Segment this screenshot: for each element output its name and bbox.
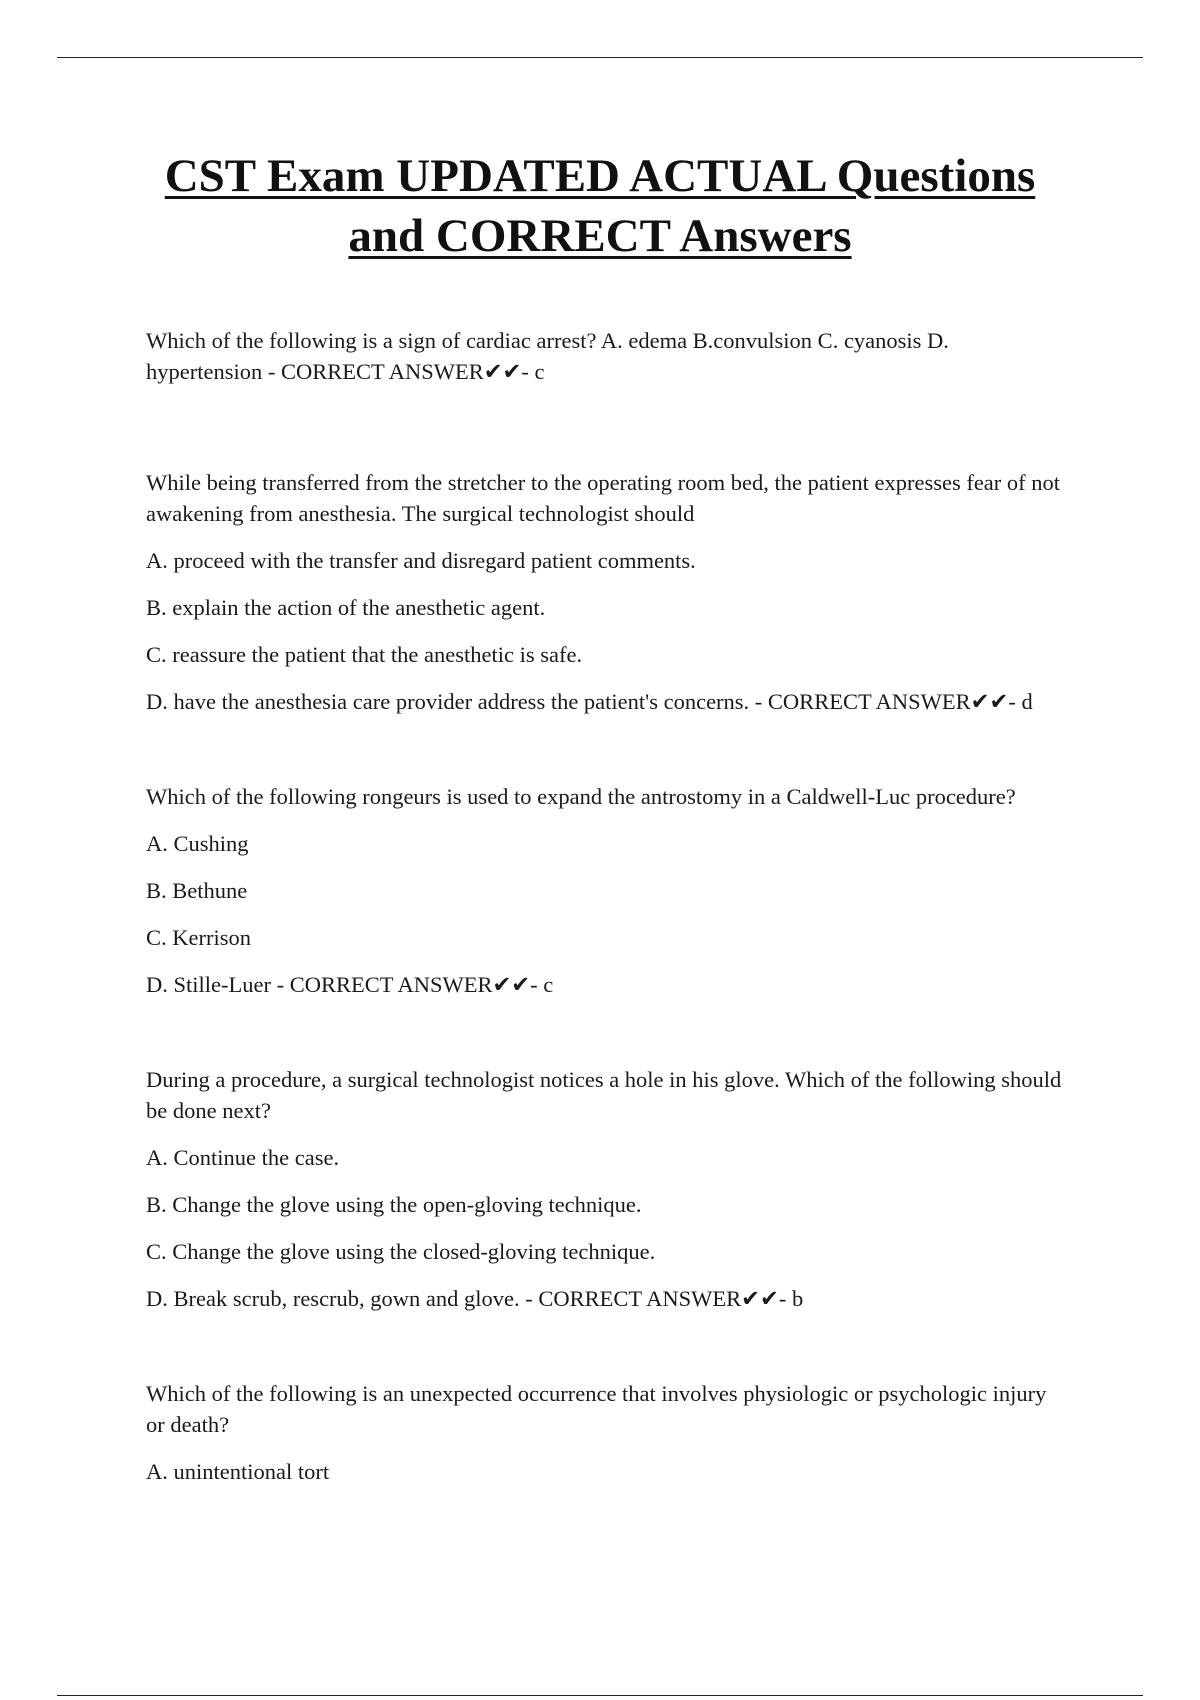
title-line-1: CST Exam UPDATED ACTUAL Questions	[164, 150, 1036, 202]
option-a: A. proceed with the transfer and disregard patient comments.	[146, 548, 696, 573]
title-line-2: and CORRECT Answers	[348, 210, 852, 262]
header-rule	[57, 57, 1143, 58]
option-d: D. Break scrub, rescrub, gown and glove. - CORRECT ANSWER✔✔- b	[146, 1286, 804, 1311]
option-b: B. Change the glove using the open-gloving technique.	[146, 1192, 642, 1217]
option-a: A. Cushing	[146, 831, 249, 856]
question-text: Which of the following is a sign of cardiac arrest? A. edema B.convulsion C. cyanosis D. hypertension - CORRECT ANSWER✔✔- c	[146, 328, 949, 384]
option-b: B. explain the action of the anesthetic agent.	[146, 595, 546, 620]
question-4	[146, 1064, 1066, 1314]
option-c: C. Change the glove using the closed-gloving technique.	[146, 1239, 656, 1264]
question-text: While being transferred from the stretcher to the operating room bed, the patient expresses fear of not awakening from anesthesia. The surgical technologist should	[146, 470, 1061, 526]
option-c: C. Kerrison	[146, 925, 251, 950]
question-5	[146, 1378, 1066, 1487]
option-d: D. Stille-Luer - CORRECT ANSWER✔✔- c	[146, 972, 554, 997]
document-title	[0, 146, 1200, 266]
question-text: During a procedure, a surgical technologist notices a hole in his glove. Which of the following should be done next?	[146, 1067, 1062, 1123]
question-3	[146, 781, 1066, 1000]
option-b: B. Bethune	[146, 878, 248, 903]
option-a: A. unintentional tort	[146, 1459, 330, 1484]
option-c: C. reassure the patient that the anesthetic is safe.	[146, 642, 583, 667]
question-text: Which of the following is an unexpected occurrence that involves physiologic or psychologic injury or death?	[146, 1381, 1047, 1437]
question-list	[146, 325, 1066, 1551]
footer-rule	[57, 1695, 1143, 1696]
question-1	[146, 325, 1066, 387]
option-a: A. Continue the case.	[146, 1145, 340, 1170]
question-text: Which of the following rongeurs is used to expand the antrostomy in a Caldwell-Luc procedure?	[146, 784, 1016, 809]
question-2	[146, 467, 1066, 717]
option-d: D. have the anesthesia care provider address the patient's concerns. - CORRECT ANSWER✔✔- d	[146, 689, 1033, 714]
